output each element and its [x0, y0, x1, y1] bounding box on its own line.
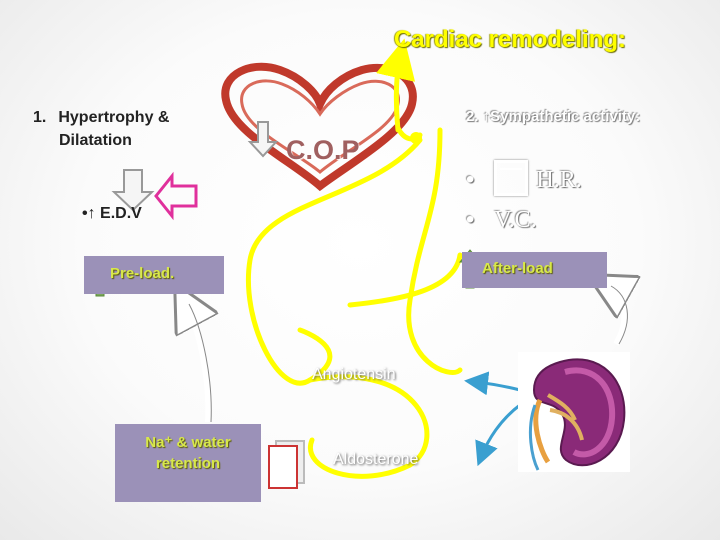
- missing-glyph-icon: [268, 445, 298, 489]
- label-line-1: Hypertrophy &: [58, 109, 170, 126]
- bullet-dot: •: [466, 206, 475, 233]
- sympathetic-label: 2. ↑Sympathetic activity:: [466, 108, 641, 125]
- left-arrow-icon: [156, 176, 196, 216]
- bullet-vc: [466, 200, 582, 240]
- page-title: Cardiac remodeling:: [393, 26, 627, 53]
- bullet-list: [466, 160, 582, 240]
- aldosterone-label: Aldosterone: [333, 451, 419, 468]
- preload-label: Pre-load.: [110, 265, 175, 282]
- angiotensin-label: Angiotensin: [312, 366, 396, 383]
- blue-arrows: [476, 382, 520, 455]
- kidney-icon: [518, 352, 630, 472]
- hr-text: H.R.: [536, 167, 582, 193]
- yellow-arrows: [248, 58, 460, 476]
- item-number: 1.: [33, 109, 47, 126]
- vc-text: V.C.: [494, 207, 537, 233]
- label-line-2: Dilatation: [59, 132, 132, 149]
- hypertrophy-label: [33, 106, 169, 152]
- cardiac-output-label: C.O.P: [286, 135, 360, 165]
- na-line-2: retention: [155, 455, 221, 472]
- na-retention-label: [120, 432, 256, 474]
- na-line-1: Na⁺ & water: [145, 434, 231, 451]
- hr-box-icon: [494, 160, 528, 196]
- bullet-dot: •: [466, 166, 475, 193]
- yellow-dot: [410, 132, 422, 144]
- bullet-hr: [466, 160, 582, 200]
- afterload-label: After-load: [482, 260, 553, 277]
- edv-label: •↑ E.D.V: [82, 205, 142, 222]
